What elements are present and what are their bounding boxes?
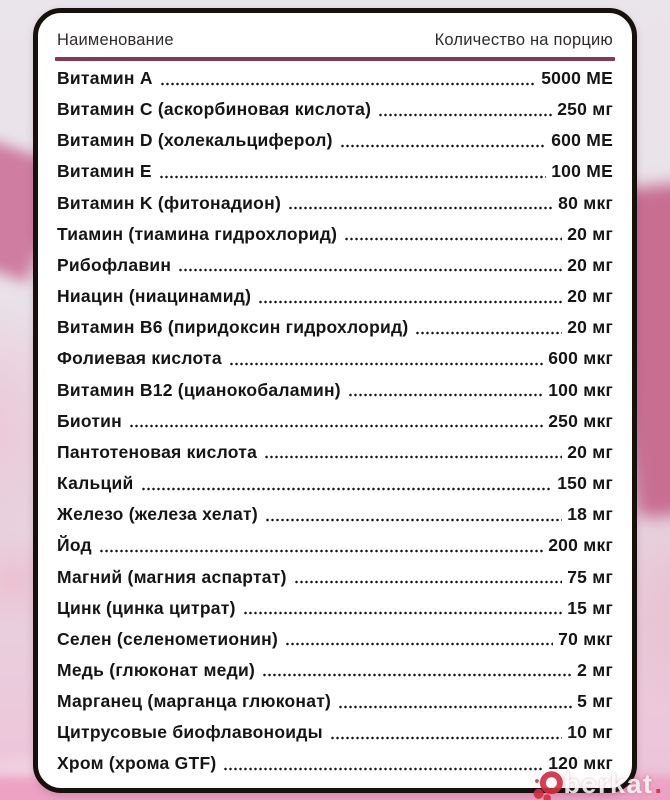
row-value: 250 мкг <box>548 410 613 431</box>
dot-leader <box>330 736 562 740</box>
row-name: Селен (селенометионин) <box>57 628 279 649</box>
watermark <box>531 769 662 800</box>
dot-leader <box>159 175 546 179</box>
row-value: 200 мкг <box>548 535 613 556</box>
row-name: Железо (железа хелат) <box>57 504 258 525</box>
dot-leader <box>415 331 562 335</box>
row-name: Цитрусовые биофлавоноиды <box>57 722 323 743</box>
dot-leader <box>243 611 563 615</box>
row-value: 15 мг <box>567 597 613 618</box>
dot-leader <box>288 206 553 210</box>
table-row <box>57 724 613 742</box>
row-name: Тиамин (тиамина гидрохлорид) <box>57 223 338 244</box>
dot-leader <box>378 113 552 117</box>
row-value: 5000 МЕ <box>541 68 613 88</box>
row-value: 20 мг <box>567 441 613 462</box>
row-value: 80 мкг <box>558 192 613 213</box>
table-row <box>57 101 613 119</box>
header-name-column: Наименование <box>57 31 174 49</box>
dot-leader <box>262 673 572 677</box>
dot-leader <box>344 237 562 241</box>
watermark-dot: . <box>654 769 662 799</box>
dot-leader <box>229 362 543 366</box>
row-value: 600 мкг <box>548 348 613 369</box>
row-name: Йод <box>57 535 92 556</box>
dot-leader <box>160 82 536 86</box>
table-row <box>57 693 613 711</box>
dot-leader <box>258 300 562 304</box>
row-value: 2 мг <box>577 659 613 680</box>
dot-leader <box>294 580 563 584</box>
table-row <box>57 350 613 368</box>
row-name: Витамин B6 (пиридоксин гидрохлорид) <box>57 317 409 338</box>
dot-leader <box>348 393 543 397</box>
row-name: Витамин E <box>57 161 152 182</box>
dot-leader <box>141 487 553 491</box>
table-row <box>57 223 613 244</box>
watermark-text: berkat <box>563 769 654 799</box>
row-name: Кальций <box>57 473 134 494</box>
table-row <box>57 163 613 181</box>
row-name: Магний (магния аспартат) <box>57 566 287 587</box>
row-name: Хром (хрома GTF) <box>57 753 217 774</box>
row-value: 5 мг <box>577 691 613 712</box>
row-name: Биотин <box>57 410 122 431</box>
table-header <box>55 25 615 50</box>
table-row <box>57 192 613 213</box>
dot-leader <box>178 268 562 272</box>
table-row <box>57 379 613 400</box>
table-row <box>57 755 613 773</box>
dot-leader <box>223 767 543 771</box>
dot-leader <box>340 144 547 148</box>
row-value: 10 мг <box>567 722 613 743</box>
row-name: Витамин B12 (цианокобаламин) <box>57 379 341 400</box>
row-value: 20 мг <box>567 286 613 307</box>
row-value: 70 мкг <box>558 628 613 649</box>
table-row <box>57 566 613 587</box>
row-value: 600 МЕ <box>551 130 613 151</box>
row-name: Ниацин (ниацинамид) <box>57 286 252 307</box>
row-name: Цинк (цинка цитрат) <box>57 597 236 618</box>
table-row <box>57 288 613 306</box>
row-name: Фолиевая кислота <box>57 348 222 369</box>
row-value: 100 мкг <box>548 379 613 400</box>
row-value: 250 мг <box>557 99 613 120</box>
row-name: Медь (глюконат меди) <box>57 659 256 680</box>
table-row <box>57 475 613 493</box>
row-value: 20 мг <box>567 223 613 244</box>
supplement-facts-card <box>33 8 637 793</box>
row-name: Витамин C (аскорбиновая кислота) <box>57 99 372 120</box>
row-name: Витамин A <box>57 68 153 88</box>
header-amount-column: Количество на порцию <box>434 31 613 49</box>
row-value: 75 мг <box>567 566 613 587</box>
table-row <box>57 132 613 150</box>
row-name: Витамин D (холекальциферол) <box>57 130 333 151</box>
row-value: 120 мкг <box>548 753 613 774</box>
table-row <box>57 506 613 524</box>
row-name: Пантотеновая кислота <box>57 441 258 462</box>
row-value: 18 мг <box>567 504 613 525</box>
dot-leader <box>129 424 543 428</box>
table-row <box>57 70 613 88</box>
table-row <box>57 597 613 618</box>
watermark-logo-icon <box>531 770 565 800</box>
nutrition-table-body <box>55 61 615 779</box>
table-row <box>57 254 613 275</box>
row-name: Марганец (марганца глюконат) <box>57 691 332 712</box>
row-value: 20 мг <box>567 317 613 338</box>
table-row <box>57 441 613 462</box>
dot-leader <box>265 518 562 522</box>
dot-leader <box>264 455 562 459</box>
row-value: 100 МЕ <box>551 161 613 182</box>
row-name: Витамин K (фитонадион) <box>57 192 282 213</box>
table-row <box>57 628 613 649</box>
table-row <box>57 659 613 680</box>
dot-leader <box>99 549 543 553</box>
table-row <box>57 537 613 555</box>
table-row <box>57 410 613 431</box>
row-name: Рибофлавин <box>57 254 172 275</box>
row-value: 20 мг <box>567 254 613 275</box>
table-row <box>57 319 613 337</box>
dot-leader <box>285 642 553 646</box>
row-value: 150 мг <box>557 473 613 494</box>
dot-leader <box>338 705 572 709</box>
